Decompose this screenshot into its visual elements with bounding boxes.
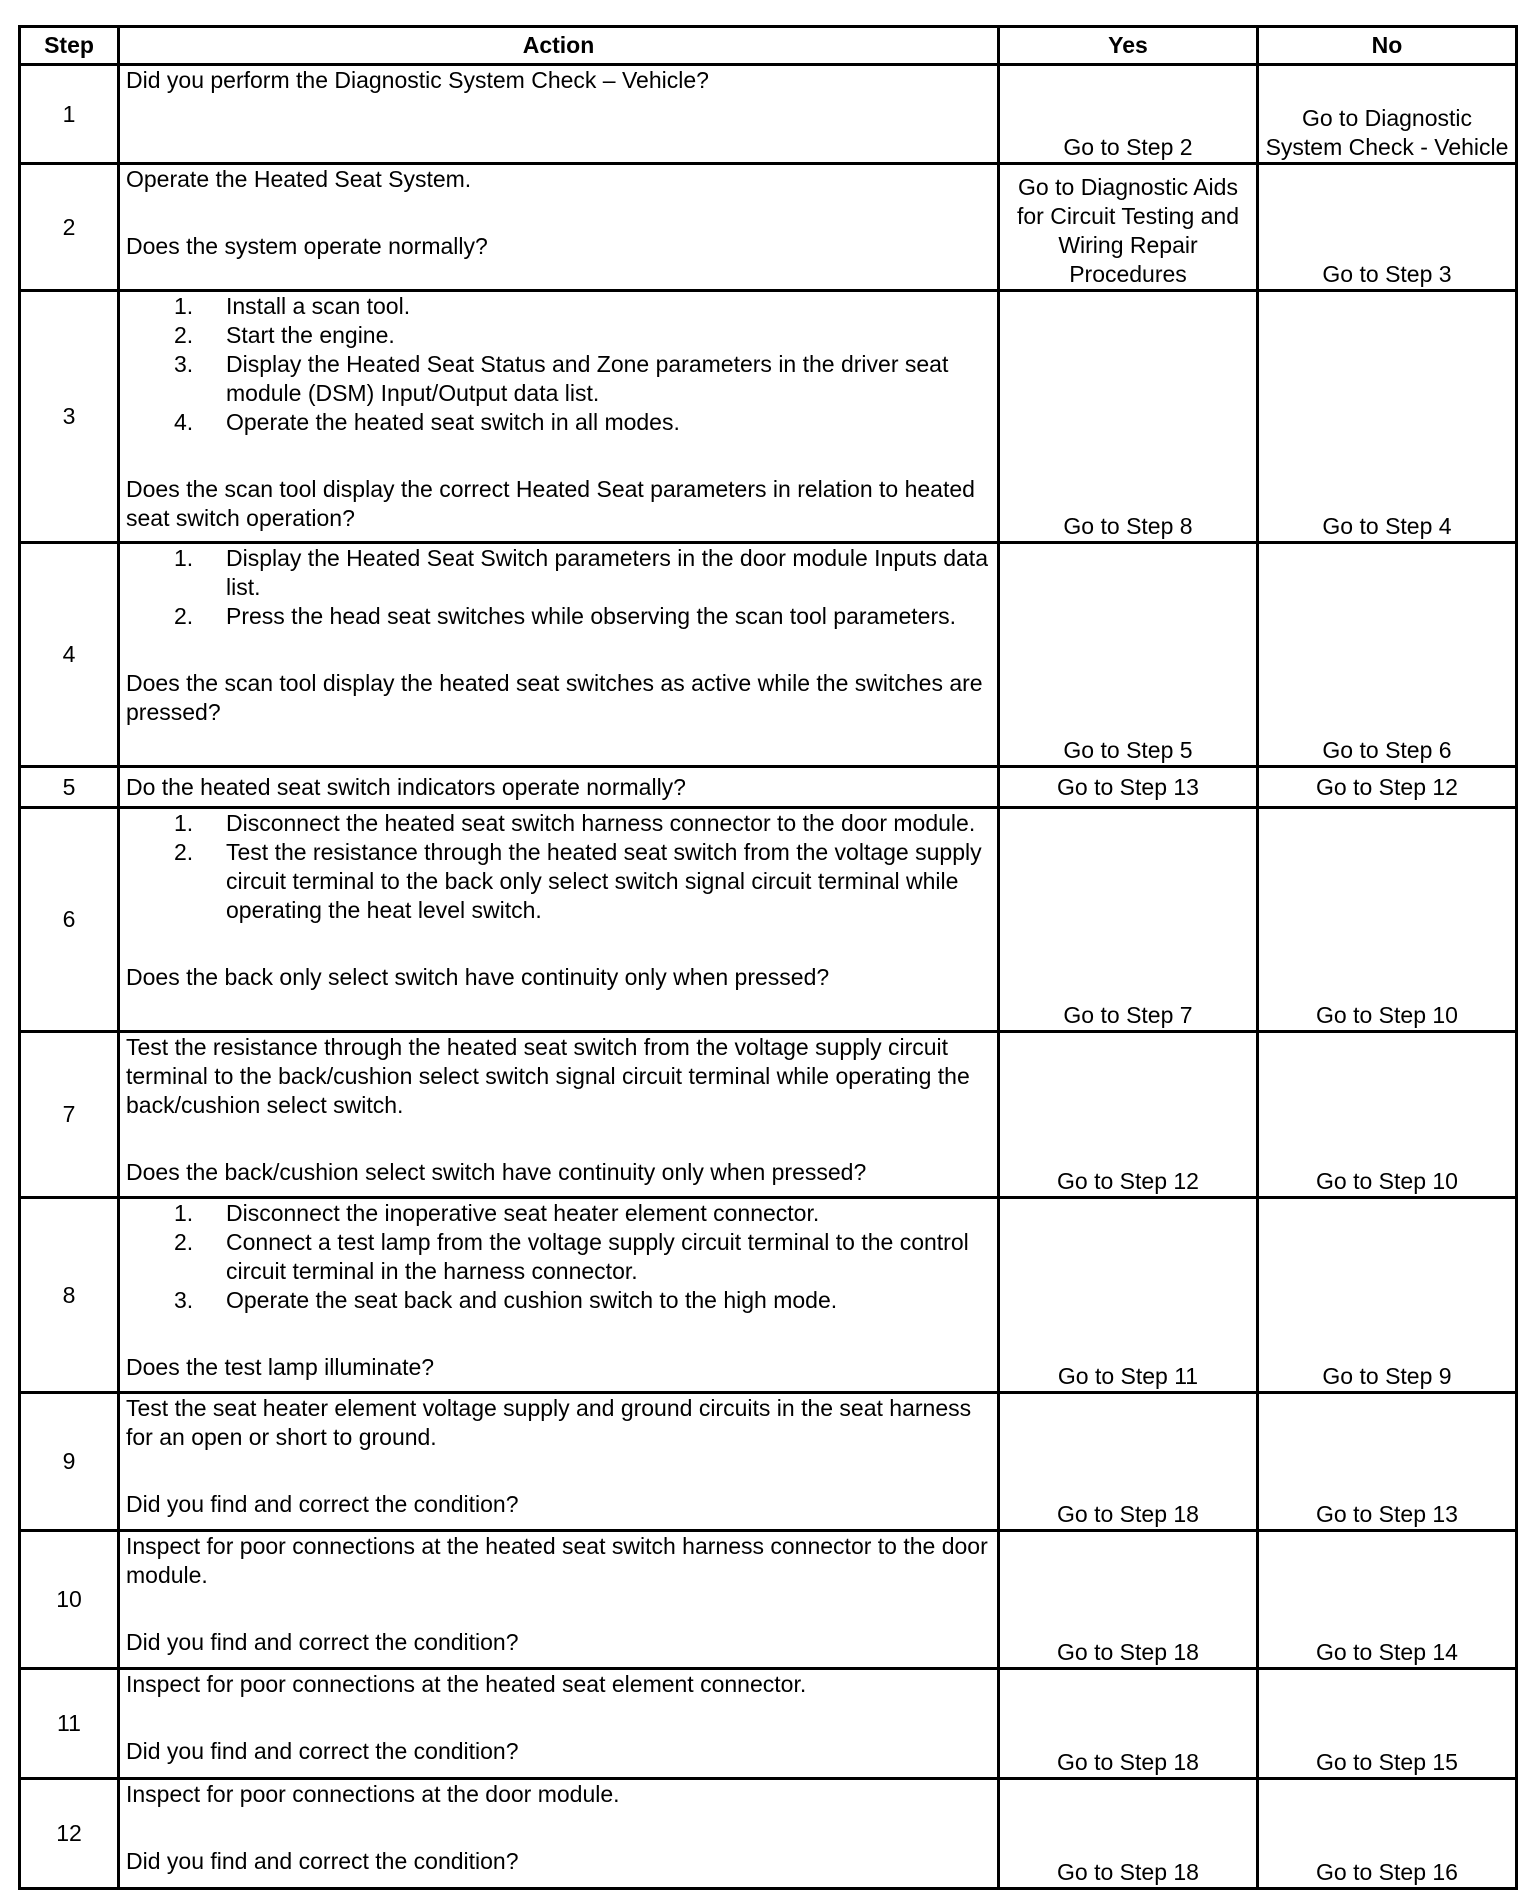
no-cell: Go to Step 6 bbox=[1258, 543, 1517, 767]
yes-cell: Go to Step 18 bbox=[999, 1779, 1258, 1889]
no-cell: Go to Step 16 bbox=[1258, 1779, 1517, 1889]
step-number: 11 bbox=[20, 1669, 119, 1779]
action-intro: Inspect for poor connections at the heated seat element connector. bbox=[126, 1671, 807, 1697]
action-cell bbox=[119, 1779, 999, 1889]
action-question: Does the back only select switch have continuity only when pressed? bbox=[126, 964, 830, 990]
yes-cell: Go to Step 13 bbox=[999, 767, 1258, 808]
step-number: 3 bbox=[20, 291, 119, 543]
action-question: Does the back/cushion select switch have continuity only when pressed? bbox=[126, 1159, 867, 1185]
action-cell bbox=[119, 1198, 999, 1393]
table-row bbox=[20, 543, 1517, 767]
action-intro: Inspect for poor connections at the heated seat switch harness connector to the door module. bbox=[126, 1533, 988, 1588]
action-cell bbox=[119, 1032, 999, 1198]
action-cell bbox=[119, 164, 999, 291]
action-question: Does the system operate normally? bbox=[126, 233, 488, 259]
yes-cell: Go to Step 18 bbox=[999, 1531, 1258, 1669]
step-number: 1 bbox=[20, 65, 119, 164]
action-cell bbox=[119, 1393, 999, 1531]
action-intro: Operate the Heated Seat System. bbox=[126, 166, 472, 192]
yes-cell: Go to Step 8 bbox=[999, 291, 1258, 543]
list-item: 2. Press the head seat switches while observing the scan tool parameters. bbox=[174, 603, 956, 629]
diagnostic-table bbox=[18, 25, 1518, 1890]
no-cell: Go to Step 14 bbox=[1258, 1531, 1517, 1669]
table-row bbox=[20, 1779, 1517, 1889]
step-number: 5 bbox=[20, 767, 119, 808]
header-action: Action bbox=[119, 27, 999, 65]
action-steps-list bbox=[126, 544, 991, 631]
yes-cell: Go to Step 2 bbox=[999, 65, 1258, 164]
action-cell bbox=[119, 1669, 999, 1779]
action-question: Did you perform the Diagnostic System Check – Vehicle? bbox=[126, 67, 709, 93]
action-cell bbox=[119, 65, 999, 164]
list-item: 1. Install a scan tool. bbox=[174, 293, 411, 319]
list-item: 2. Connect a test lamp from the voltage supply circuit terminal to the control circuit terminal in the harness connector. bbox=[174, 1229, 969, 1284]
yes-cell: Go to Diagnostic Aids for Circuit Testing and Wiring Repair Procedures bbox=[999, 164, 1258, 291]
action-cell bbox=[119, 1531, 999, 1669]
table-row bbox=[20, 1393, 1517, 1531]
step-number: 12 bbox=[20, 1779, 119, 1889]
step-number: 9 bbox=[20, 1393, 119, 1531]
yes-cell: Go to Step 11 bbox=[999, 1198, 1258, 1393]
no-cell: Go to Step 10 bbox=[1258, 808, 1517, 1032]
step-number: 2 bbox=[20, 164, 119, 291]
action-steps-list bbox=[126, 292, 991, 437]
action-cell bbox=[119, 543, 999, 767]
no-cell: Go to Step 12 bbox=[1258, 767, 1517, 808]
no-cell: Go to Step 9 bbox=[1258, 1198, 1517, 1393]
action-question: Did you find and correct the condition? bbox=[126, 1491, 519, 1517]
header-step: Step bbox=[20, 27, 119, 65]
action-question: Does the scan tool display the heated seat switches as active while the switches are pressed? bbox=[126, 670, 983, 725]
table-row bbox=[20, 65, 1517, 164]
yes-cell: Go to Step 5 bbox=[999, 543, 1258, 767]
action-steps-list bbox=[126, 1199, 991, 1315]
action-cell bbox=[119, 808, 999, 1032]
list-item: 4. Operate the heated seat switch in all modes. bbox=[174, 409, 680, 435]
table-row bbox=[20, 1198, 1517, 1393]
list-item: 1. Disconnect the heated seat switch harness connector to the door module. bbox=[174, 810, 976, 836]
table-row bbox=[20, 291, 1517, 543]
yes-cell: Go to Step 7 bbox=[999, 808, 1258, 1032]
no-cell: Go to Step 15 bbox=[1258, 1669, 1517, 1779]
table-row bbox=[20, 808, 1517, 1032]
action-cell bbox=[119, 767, 999, 808]
action-intro: Test the seat heater element voltage supply and ground circuits in the seat harness for an open or short to ground. bbox=[126, 1395, 972, 1450]
action-question: Does the test lamp illuminate? bbox=[126, 1354, 435, 1380]
no-cell: Go to Diagnostic System Check - Vehicle bbox=[1258, 65, 1517, 164]
list-item: 2. Start the engine. bbox=[174, 322, 395, 348]
no-cell: Go to Step 13 bbox=[1258, 1393, 1517, 1531]
table-row bbox=[20, 767, 1517, 808]
action-intro: Test the resistance through the heated seat switch from the voltage supply circuit terminal to the back/cushion select switch signal circuit terminal while operating the back/cushion select switch. bbox=[126, 1034, 970, 1118]
yes-cell: Go to Step 12 bbox=[999, 1032, 1258, 1198]
action-steps-list bbox=[126, 809, 991, 925]
no-cell: Go to Step 3 bbox=[1258, 164, 1517, 291]
action-question: Did you find and correct the condition? bbox=[126, 1848, 519, 1874]
action-question: Does the scan tool display the correct Heated Seat parameters in relation to heated seat switch operation? bbox=[126, 476, 975, 531]
table-row bbox=[20, 164, 1517, 291]
action-question: Did you find and correct the condition? bbox=[126, 1738, 519, 1764]
action-intro: Inspect for poor connections at the door module. bbox=[126, 1781, 620, 1807]
action-question: Did you find and correct the condition? bbox=[126, 1629, 519, 1655]
header-row bbox=[20, 27, 1517, 65]
list-item: 1. Display the Heated Seat Switch parameters in the door module Inputs data list. bbox=[174, 545, 988, 600]
step-number: 8 bbox=[20, 1198, 119, 1393]
action-question: Do the heated seat switch indicators operate normally? bbox=[126, 773, 686, 800]
step-number: 4 bbox=[20, 543, 119, 767]
action-cell bbox=[119, 291, 999, 543]
list-item: 3. Display the Heated Seat Status and Zone parameters in the driver seat module (DSM) Input/Output data list. bbox=[174, 351, 949, 406]
list-item: 3. Operate the seat back and cushion switch to the high mode. bbox=[174, 1287, 838, 1313]
table-row bbox=[20, 1032, 1517, 1198]
no-cell: Go to Step 10 bbox=[1258, 1032, 1517, 1198]
header-yes: Yes bbox=[999, 27, 1258, 65]
list-item: 1. Disconnect the inoperative seat heater element connector. bbox=[174, 1200, 820, 1226]
header-no: No bbox=[1258, 27, 1517, 65]
no-cell: Go to Step 4 bbox=[1258, 291, 1517, 543]
step-number: 6 bbox=[20, 808, 119, 1032]
table-row bbox=[20, 1669, 1517, 1779]
yes-cell: Go to Step 18 bbox=[999, 1669, 1258, 1779]
table-row bbox=[20, 1531, 1517, 1669]
step-number: 10 bbox=[20, 1531, 119, 1669]
step-number: 7 bbox=[20, 1032, 119, 1198]
list-item: 2. Test the resistance through the heated seat switch from the voltage supply circuit terminal to the back only select switch signal circuit terminal while operating the heat level switch. bbox=[174, 839, 982, 923]
yes-cell: Go to Step 18 bbox=[999, 1393, 1258, 1531]
